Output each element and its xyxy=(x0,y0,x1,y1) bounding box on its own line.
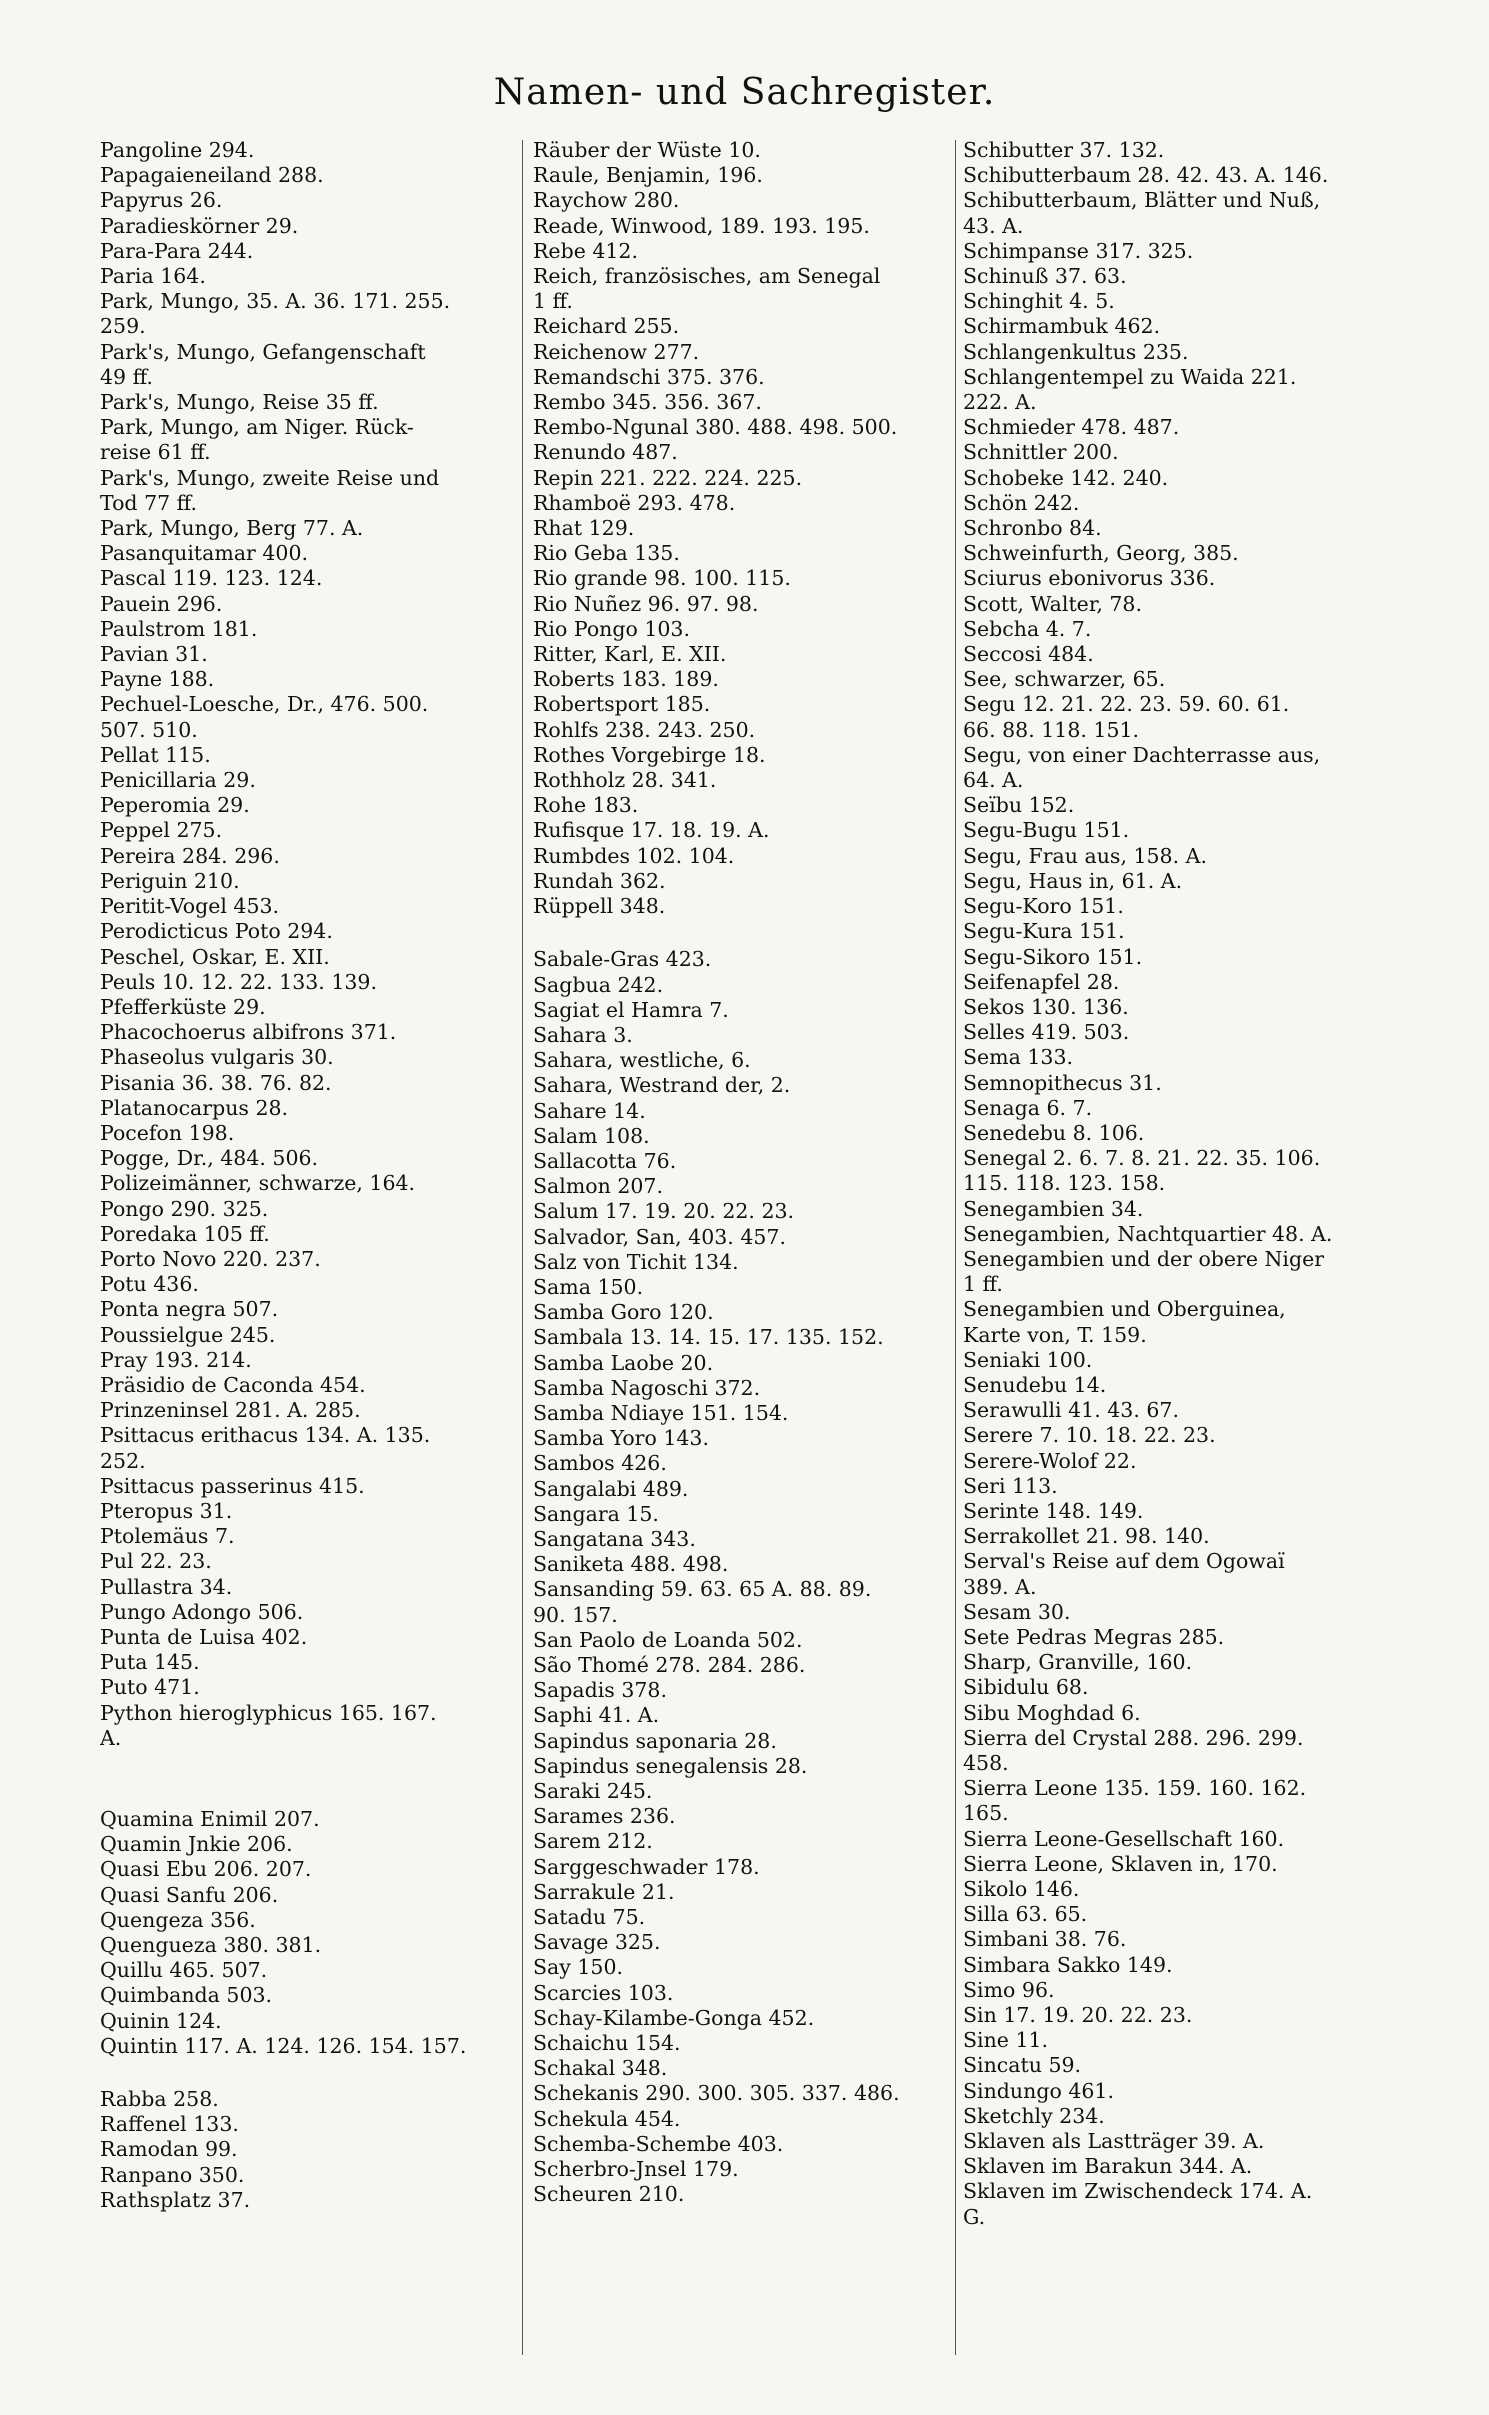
section-gap xyxy=(100,1779,520,1807)
index-entry: Pisania 36. 38. 76. 82. xyxy=(100,1070,332,1095)
index-entry: Park, Mungo, Berg 77. A. xyxy=(100,516,364,541)
index-entry: Schaichu 154. xyxy=(533,2031,681,2056)
index-entry: Sagbua 242. xyxy=(533,972,664,997)
index-entry: Raule, Benjamin, 196. xyxy=(533,163,763,188)
section-gap xyxy=(533,919,949,947)
index-entry: Sagiat el Hamra 7. xyxy=(533,997,729,1022)
index-entry: Serinte 148. 149. xyxy=(963,1498,1144,1523)
index-entry: Senegambien 34. xyxy=(963,1196,1144,1221)
index-entry: Rembo-Ngunal 380. 488. 498. 500. xyxy=(533,415,898,440)
index-entry: Sesam 30. xyxy=(963,1599,1071,1624)
index-entry: Schekanis 290. 300. 305. 337. 486. xyxy=(533,2081,900,2106)
index-entry: Seïbu 152. xyxy=(963,793,1075,818)
index-entry: Räuber der Wüste 10. xyxy=(533,138,761,162)
index-entry: Salmon 207. xyxy=(533,1174,663,1199)
index-entry: Pullastra 34. xyxy=(100,1574,233,1599)
index-entry: Pongo 290. 325. xyxy=(100,1196,269,1221)
index-entry: Reade, Winwood, 189. 193. 195. xyxy=(533,213,870,238)
index-entry: Seniaki 100. xyxy=(963,1347,1093,1372)
index-entry: Payne 188. xyxy=(100,667,215,692)
index-entry: Sincatu 59. xyxy=(963,2053,1082,2078)
index-entry: Sahara, Westrand der, 2. xyxy=(533,1073,791,1098)
index-entry: Quengeza 356. xyxy=(100,1907,256,1932)
index-entry: Reich, französisches, am Senegal xyxy=(533,264,881,289)
index-entry: Rumbdes 102. 104. xyxy=(533,843,735,868)
index-entry: Quamina Enimil 207. xyxy=(100,1807,320,1831)
index-entry: 64. A. xyxy=(963,768,1024,793)
index-entry: Sarggeschwader 178. xyxy=(533,1854,760,1879)
index-entry: Peschel, Oskar, E. XII. xyxy=(100,944,330,969)
index-entry: Salz von Tichit 134. xyxy=(533,1249,739,1274)
index-entry: Sema 133. xyxy=(963,1045,1073,1070)
index-entry: Quillu 465. 507. xyxy=(100,1958,268,1983)
index-entry: Park's, Mungo, Gefangenschaft xyxy=(100,339,426,364)
index-entry: Puto 471. xyxy=(100,1675,200,1700)
index-entry: Schlangenkultus 235. xyxy=(963,339,1189,364)
index-entry: Pereira 284. 296. xyxy=(100,843,280,868)
index-entry: Peritit-Vogel 453. xyxy=(100,894,280,919)
index-entry: Sapadis 378. xyxy=(533,1678,667,1703)
page-title: Namen- und Sachregister. xyxy=(493,72,996,113)
index-entry: Senegambien, Nachtquartier 48. A. xyxy=(963,1221,1333,1246)
index-entry: Rio grande 98. 100. 115. xyxy=(533,566,791,591)
index-column-1 xyxy=(100,138,520,2213)
index-entry: Pfefferküste 29. xyxy=(100,994,266,1019)
index-entry: Park, Mungo, am Niger. Rück- xyxy=(100,415,414,440)
index-entry: Schirmambuk 462. xyxy=(963,314,1161,339)
index-entry: Pascal 119. 123. 124. xyxy=(100,566,323,591)
column-divider xyxy=(522,140,523,2355)
index-entry: Pechuel-Loesche, Dr., 476. 500. xyxy=(100,692,429,717)
index-entry: Rothes Vorgebirge 18. xyxy=(533,742,766,767)
index-entry: Selles 419. 503. xyxy=(963,1020,1130,1045)
index-entry: 1 ff. xyxy=(533,289,573,314)
index-entry: Serere 7. 10. 18. 22. 23. xyxy=(963,1423,1216,1448)
index-entry: Sikolo 146. xyxy=(963,1877,1080,1902)
index-entry: Sarem 212. xyxy=(533,1829,653,1854)
index-entry: Sarrakule 21. xyxy=(533,1879,675,1904)
index-entry: Pavian 31. xyxy=(100,642,208,667)
index-entry: Sierra Leone, Sklaven in, 170. xyxy=(963,1851,1278,1876)
index-entry: Say 150. xyxy=(533,1955,624,1980)
index-entry: Scherbro-Jnsel 179. xyxy=(533,2157,739,2182)
index-entry: Pray 193. 214. xyxy=(100,1347,252,1372)
index-entry: Schlangentempel zu Waida 221. xyxy=(963,364,1297,389)
index-entry: Paulstrom 181. xyxy=(100,616,258,641)
index-entry: Schinuß 37. 63. xyxy=(963,264,1127,289)
index-entry: Sine 11. xyxy=(963,2028,1049,2053)
index-entry: Sansanding 59. 63. 65 A. 88. 89. xyxy=(533,1577,872,1602)
index-entry: Puta 145. xyxy=(100,1650,200,1675)
index-entry: Sambala 13. 14. 15. 17. 135. 152. xyxy=(533,1325,884,1350)
index-entry: Sallacotta 76. xyxy=(533,1148,677,1173)
index-entry: Schronbo 84. xyxy=(963,516,1102,541)
index-entry: Scarcies 103. xyxy=(533,1980,674,2005)
index-entry: A. xyxy=(100,1725,122,1750)
index-entry: 90. 157. xyxy=(533,1602,618,1627)
index-entry: Seifenapfel 28. xyxy=(963,969,1120,994)
index-entry: 389. A. xyxy=(963,1574,1037,1599)
index-entry: Ramodan 99. xyxy=(100,2137,238,2162)
index-entry: Sapindus senegalensis 28. xyxy=(533,1753,808,1778)
column-divider xyxy=(955,140,956,2355)
index-entry: Sangalabi 489. xyxy=(533,1476,689,1501)
section-gap xyxy=(100,2059,520,2087)
index-entry: Raffenel 133. xyxy=(100,2112,239,2137)
index-entry: Sangara 15. xyxy=(533,1501,659,1526)
index-entry: Samba Goro 120. xyxy=(533,1300,714,1325)
index-entry: Senaga 6. 7. xyxy=(963,1095,1093,1120)
index-entry: Penicillaria 29. xyxy=(100,768,256,793)
index-entry: Schön 242. xyxy=(963,490,1080,515)
index-entry: Papyrus 26. xyxy=(100,188,223,213)
index-entry: Senedebu 8. 106. xyxy=(963,1120,1145,1145)
index-entry: Segu, Haus in, 61. A. xyxy=(963,868,1183,893)
index-entry: 222. A. xyxy=(963,390,1037,415)
index-entry: 259. xyxy=(100,314,146,339)
index-entry: Rohlfs 238. 243. 250. xyxy=(533,717,756,742)
index-entry: Segu, von einer Dachterrasse aus, xyxy=(963,742,1321,767)
index-entry: 115. 118. 123. 158. xyxy=(963,1171,1166,1196)
index-entry: Sahare 14. xyxy=(533,1098,646,1123)
index-entry: Rio Nuñez 96. 97. 98. xyxy=(533,591,759,616)
index-entry: Silla 63. 65. xyxy=(963,1902,1088,1927)
index-entry: Quamin Jnkie 206. xyxy=(100,1832,293,1857)
index-entry: Ponta negra 507. xyxy=(100,1297,279,1322)
index-entry: Saniketa 488. 498. xyxy=(533,1552,729,1577)
index-entry: Rhamboë 293. 478. xyxy=(533,490,736,515)
index-entry: Pasanquitamar 400. xyxy=(100,541,309,566)
index-entry: Quasi Sanfu 206. xyxy=(100,1882,279,1907)
index-entry: Seccosi 484. xyxy=(963,642,1094,667)
index-entry: Schibutterbaum 28. 42. 43. A. 146. xyxy=(963,163,1329,188)
index-entry: Serval's Reise auf dem Ogowaï xyxy=(963,1549,1285,1574)
index-entry: Schnittler 200. xyxy=(963,440,1119,465)
index-entry: Paradieskörner 29. xyxy=(100,213,299,238)
index-entry: Phaseolus vulgaris 30. xyxy=(100,1045,334,1070)
index-entry: Pellat 115. xyxy=(100,742,211,767)
index-entry: Park's, Mungo, Reise 35 ff. xyxy=(100,390,379,415)
index-entry: Quinin 124. xyxy=(100,2008,222,2033)
index-entry: Remandschi 375. 376. xyxy=(533,364,765,389)
index-entry: Poredaka 105 ff. xyxy=(100,1221,270,1246)
index-entry: Sierra Leone-Gesellschaft 160. xyxy=(963,1826,1285,1851)
index-entry: Samba Nagoschi 372. xyxy=(533,1375,761,1400)
index-entry: Simbani 38. 76. xyxy=(963,1927,1127,1952)
index-entry: 66. 88. 118. 151. xyxy=(963,717,1140,742)
index-entry: Karte von, T. 159. xyxy=(963,1322,1147,1347)
index-entry: Sibidulu 68. xyxy=(963,1675,1089,1700)
index-entry: Papagaieneiland 288. xyxy=(100,163,324,188)
index-entry: Sahara, westliche, 6. xyxy=(533,1048,751,1073)
index-entry: Schemba-Schembe 403. xyxy=(533,2131,784,2156)
index-entry: 165. xyxy=(963,1801,1009,1826)
index-entry: Pogge, Dr., 484. 506. xyxy=(100,1146,319,1171)
index-entry: Rebe 412. xyxy=(533,238,638,263)
index-entry: Satadu 75. xyxy=(533,1905,646,1930)
index-entry: Savage 325. xyxy=(533,1930,661,1955)
index-entry: Rathsplatz 37. xyxy=(100,2187,251,2212)
index-entry: Park's, Mungo, zweite Reise und xyxy=(100,465,440,490)
index-entry: Segu 12. 21. 22. 23. 59. 60. 61. xyxy=(963,692,1290,717)
index-entry: Schay-Kilambe-Gonga 452. xyxy=(533,2005,815,2030)
index-entry: Segu, Frau aus, 158. A. xyxy=(963,843,1207,868)
index-entry: Repin 221. 222. 224. 225. xyxy=(533,465,803,490)
index-entry: Sin 17. 19. 20. 22. 23. xyxy=(963,2003,1193,2028)
index-entry: Renundo 487. xyxy=(533,440,678,465)
index-entry: Sahara 3. xyxy=(533,1022,633,1047)
index-entry: Para-Para 244. xyxy=(100,238,254,263)
index-entry: Phacochoerus albifrons 371. xyxy=(100,1020,397,1045)
index-entry: Ptolemäus 7. xyxy=(100,1524,235,1549)
index-entry: Reichenow 277. xyxy=(533,339,700,364)
index-entry: Schobeke 142. 240. xyxy=(963,465,1169,490)
index-entry: Sindungo 461. xyxy=(963,2078,1114,2103)
index-entry: Rothholz 28. 341. xyxy=(533,768,717,793)
index-entry: Pauein 296. xyxy=(100,591,223,616)
index-entry: Präsidio de Caconda 454. xyxy=(100,1372,366,1397)
index-entry: Quintin 117. A. 124. 126. 154. 157. xyxy=(100,2033,467,2058)
index-entry: Psittacus passerinus 415. xyxy=(100,1473,365,1498)
index-entry: Pungo Adongo 506. xyxy=(100,1599,304,1624)
index-entry: Sklaven als Lastträger 39. A. xyxy=(963,2129,1265,2154)
index-entry: Schakal 348. xyxy=(533,2056,668,2081)
index-entry: Ritter, Karl, E. XII. xyxy=(533,642,727,667)
index-entry: Schekula 454. xyxy=(533,2106,681,2131)
index-entry: Simo 96. xyxy=(963,1977,1055,2002)
index-entry: Rufisque 17. 18. 19. A. xyxy=(533,818,770,843)
index-entry: Schinghit 4. 5. xyxy=(963,289,1115,314)
index-entry: Sarames 236. xyxy=(533,1804,676,1829)
index-entry: Segu-Koro 151. xyxy=(963,894,1124,919)
index-entry: Sklaven im Barakun 344. A. xyxy=(963,2154,1253,2179)
index-entry: Psittacus erithacus 134. A. 135. xyxy=(100,1423,431,1448)
index-entry: Scott, Walter, 78. xyxy=(963,591,1142,616)
index-entry: Samba Laobe 20. xyxy=(533,1350,714,1375)
index-entry: São Thomé 278. 284. 286. xyxy=(533,1652,806,1677)
index-entry: Sambos 426. xyxy=(533,1451,667,1476)
index-entry: Sama 150. xyxy=(533,1274,644,1299)
index-column-3 xyxy=(963,138,1383,2230)
index-entry: Sapindus saponaria 28. xyxy=(533,1728,777,1753)
index-entry: Sangatana 343. xyxy=(533,1526,696,1551)
index-entry: Senegambien und der obere Niger xyxy=(963,1246,1325,1271)
index-entry: Semnopithecus 31. xyxy=(963,1070,1162,1095)
index-entry: Senegambien und Oberguinea, xyxy=(963,1297,1286,1322)
index-entry: Poussielgue 245. xyxy=(100,1322,276,1347)
index-entry: Rabba 258. xyxy=(100,2087,219,2112)
index-entry: Sebcha 4. 7. xyxy=(963,616,1092,641)
section-gap xyxy=(100,1751,520,1779)
index-entry: Pocefon 198. xyxy=(100,1120,235,1145)
index-entry: Park, Mungo, 35. A. 36. 171. 255. xyxy=(100,289,451,314)
index-entry: Sekos 130. 136. xyxy=(963,994,1129,1019)
index-entry: Robertsport 185. xyxy=(533,692,711,717)
index-column-2 xyxy=(533,138,949,2207)
index-entry: Salvador, San, 403. 457. xyxy=(533,1224,786,1249)
index-entry: Sabale-Gras 423. xyxy=(533,947,712,972)
index-entry: Pul 22. 23. xyxy=(100,1549,212,1574)
index-entry: Schibutter 37. 132. xyxy=(963,138,1165,162)
index-entry: Paria 164. xyxy=(100,264,206,289)
index-entry: 1 ff. xyxy=(963,1272,1003,1297)
index-entry: Scheuren 210. xyxy=(533,2182,685,2207)
index-entry: Peppel 275. xyxy=(100,818,223,843)
index-entry: Sete Pedras Megras 285. xyxy=(963,1624,1225,1649)
index-entry: 458. xyxy=(963,1751,1009,1775)
index-entry: 49 ff. xyxy=(100,364,153,389)
index-entry: 43. A. xyxy=(963,213,1024,238)
index-entry: Salam 108. xyxy=(533,1123,650,1148)
index-entry: Schweinfurth, Georg, 385. xyxy=(963,541,1239,566)
index-entry: Rüppell 348. xyxy=(533,894,666,919)
index-entry: Rohe 183. xyxy=(533,793,639,818)
index-entry: Reichard 255. xyxy=(533,314,680,339)
index-entry: Polizeimänner, schwarze, 164. xyxy=(100,1171,416,1196)
index-entry: Rio Geba 135. xyxy=(533,541,680,566)
index-entry: Serere-Wolof 22. xyxy=(963,1448,1137,1473)
index-entry: See, schwarzer, 65. xyxy=(963,667,1166,692)
index-entry: Senudebu 14. xyxy=(963,1372,1107,1397)
index-entry: Pteropus 31. xyxy=(100,1498,233,1523)
index-entry: Schmieder 478. 487. xyxy=(963,415,1180,440)
index-entry: Perodicticus Poto 294. xyxy=(100,919,333,944)
index-entry: Salum 17. 19. 20. 22. 23. xyxy=(533,1199,795,1224)
index-entry: Potu 436. xyxy=(100,1272,199,1297)
index-entry: Segu-Bugu 151. xyxy=(963,818,1130,843)
index-entry: Serawulli 41. 43. 67. xyxy=(963,1398,1179,1423)
index-entry: Seri 113. xyxy=(963,1473,1058,1498)
index-entry: Roberts 183. 189. xyxy=(533,667,719,692)
index-entry: Rundah 362. xyxy=(533,868,666,893)
index-entry: Sciurus ebonivorus 336. xyxy=(963,566,1216,591)
index-entry: Quasi Ebu 206. 207. xyxy=(100,1857,312,1882)
index-entry: reise 61 ff. xyxy=(100,440,211,465)
index-entry: Saphi 41. A. xyxy=(533,1703,660,1728)
index-entry: Rembo 345. 356. 367. xyxy=(533,390,762,415)
index-entry: 252. xyxy=(100,1448,146,1473)
index-entry: Sibu Moghdad 6. xyxy=(963,1700,1141,1725)
index-entry: Quimbanda 503. xyxy=(100,1983,273,2008)
index-entry: Platanocarpus 28. xyxy=(100,1095,289,1120)
index-entry: 507. 510. xyxy=(100,717,198,742)
index-entry: Peuls 10. 12. 22. 133. 139. xyxy=(100,969,377,994)
index-entry: Sharp, Granville, 160. xyxy=(963,1650,1193,1675)
index-entry: Rio Pongo 103. xyxy=(533,616,690,641)
index-entry: Samba Ndiaye 151. 154. xyxy=(533,1400,789,1425)
index-entry: Pangoline 294. xyxy=(100,138,255,162)
index-entry: Periguin 210. xyxy=(100,868,240,893)
index-entry: Schimpanse 317. 325. xyxy=(963,238,1194,263)
index-entry: Sierra del Crystal 288. 296. 299. xyxy=(963,1725,1304,1750)
index-entry: Porto Novo 220. 237. xyxy=(100,1246,321,1271)
index-entry: Sierra Leone 135. 159. 160. 162. xyxy=(963,1776,1307,1801)
index-entry: Segu-Kura 151. xyxy=(963,919,1125,944)
index-entry: Segu-Sikoro 151. xyxy=(963,944,1143,969)
index-entry: Schibutterbaum, Blätter und Nuß, xyxy=(963,188,1321,213)
index-entry: Punta de Luisa 402. xyxy=(100,1624,308,1649)
index-entry: Sklaven im Zwischendeck 174. A. xyxy=(963,2179,1313,2204)
index-entry: Prinzeninsel 281. A. 285. xyxy=(100,1398,361,1423)
index-entry: Samba Yoro 143. xyxy=(533,1426,709,1451)
index-entry: G. xyxy=(963,2204,986,2229)
index-entry: Sketchly 234. xyxy=(963,2103,1105,2128)
index-entry: Saraki 245. xyxy=(533,1779,653,1803)
index-entry: Ranpano 350. xyxy=(100,2162,245,2187)
index-entry: Serrakollet 21. 98. 140. xyxy=(963,1524,1210,1549)
index-entry: San Paolo de Loanda 502. xyxy=(533,1627,803,1652)
index-entry: Peperomia 29. xyxy=(100,793,250,818)
index-entry: Tod 77 ff. xyxy=(100,490,198,515)
index-entry: Simbara Sakko 149. xyxy=(963,1952,1173,1977)
index-entry: Senegal 2. 6. 7. 8. 21. 22. 35. 106. xyxy=(963,1146,1321,1171)
index-entry: Python hieroglyphicus 165. 167. xyxy=(100,1700,437,1725)
index-entry: Raychow 280. xyxy=(533,188,680,213)
index-entry: Rhat 129. xyxy=(533,516,635,541)
index-entry: Quengueza 380. 381. xyxy=(100,1933,322,1958)
